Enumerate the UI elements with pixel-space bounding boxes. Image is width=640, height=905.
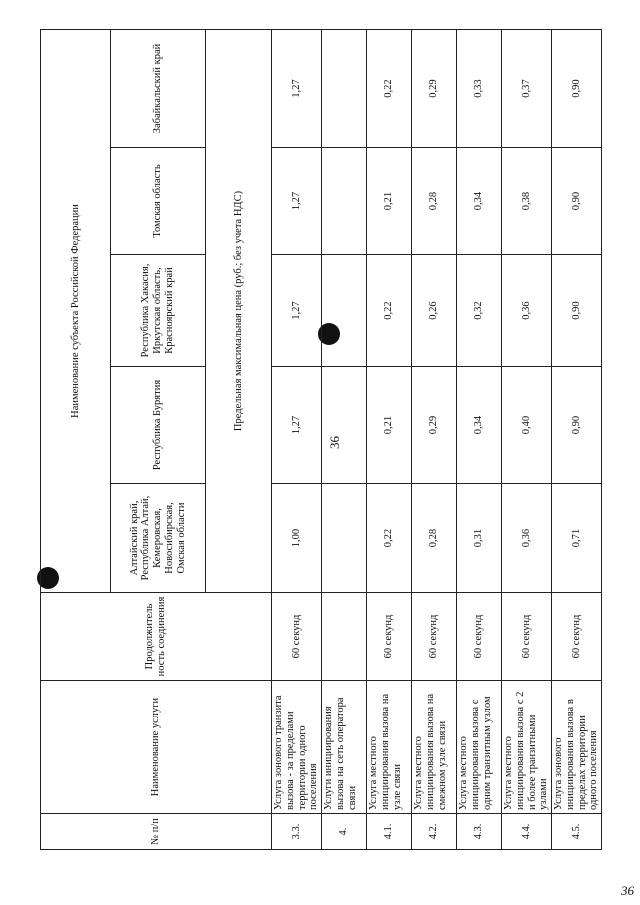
price-cell [322,255,367,367]
col-header-region: Алтайский край, Республика Алтай, Кемеровская, Новосибирская, Омская области [111,484,206,593]
col-header-duration: Продолжитель ность соединения [41,593,272,681]
price-cell: 0,33 [457,30,502,148]
price-cell: 0,29 [412,367,457,484]
duration-cell: 60 секунд [502,593,552,681]
price-cell: 1,27 [272,148,322,255]
page-number: 36 [327,436,342,449]
price-cell: 0,28 [412,148,457,255]
row-number: 4.5. [552,814,602,850]
price-cell: 0,29 [412,30,457,148]
price-cell [322,484,367,593]
table-row [272,30,322,850]
col-header-no: № п/п [41,814,272,850]
price-cell: 0,36 [502,484,552,593]
table-row [322,30,367,850]
table-row [367,30,412,850]
table-row [412,30,457,850]
price-cell: 0,34 [457,367,502,484]
price-cell: 0,40 [502,367,552,484]
duration-cell: 60 секунд [412,593,457,681]
price-cell: 0,90 [552,148,602,255]
price-cell: 0,90 [552,255,602,367]
price-cell: 0,28 [412,484,457,593]
col-header-region: Республика Хакасия, Иркутская область, Красноярский край [111,255,206,367]
price-cell: 1,27 [272,255,322,367]
price-cell: 0,21 [367,148,412,255]
col-header-region: Забайкальский край [111,30,206,148]
table-row [502,30,552,850]
service-name: Услуга зонового инициирования вызова в пределах территории одного поселения [552,681,602,814]
service-name: Услуга местного инициирования вызова с 2 и более транзитными узлами [502,681,552,814]
price-cell: 0,38 [502,148,552,255]
price-cell [322,30,367,148]
price-table [40,29,602,850]
table-row [552,30,602,850]
col-header-price: Предельная максимальная цена (руб.; без учета НДС) [206,30,272,593]
price-cell: 0,36 [502,255,552,367]
duration-cell [322,593,367,681]
col-header-service: Наименование услуги [41,681,272,814]
price-cell: 0,71 [552,484,602,593]
price-cell: 1,27 [272,367,322,484]
price-cell: 0,34 [457,148,502,255]
service-name: Услуга местного инициирования вызова с одним транзитным узлом [457,681,502,814]
service-name: Услуга местного инициирования вызова на узле связи [367,681,412,814]
price-cell [322,367,367,484]
row-number: 4. [322,814,367,850]
col-header-region: Республика Бурятия [111,367,206,484]
service-name: Услуги инициирования вызова на сеть оператора связи [322,681,367,814]
service-name: Услуга зонового транзита вызова - за пределами территории одного поселения [272,681,322,814]
col-header-subject: Наименование субъекта Российской Федерации [41,30,111,593]
row-number: 4.3. [457,814,502,850]
duration-cell: 60 секунд [367,593,412,681]
price-cell: 0,32 [457,255,502,367]
duration-cell: 60 секунд [457,593,502,681]
price-cell [322,148,367,255]
price-cell: 0,22 [367,30,412,148]
price-cell: 0,90 [552,30,602,148]
row-number: 4.2. [412,814,457,850]
duration-cell: 60 секунд [552,593,602,681]
price-cell: 0,21 [367,367,412,484]
price-cell: 0,22 [367,255,412,367]
row-number: 4.4. [502,814,552,850]
col-header-region: Томская область [111,148,206,255]
price-cell: 0,31 [457,484,502,593]
service-name: Услуга местного инициирования вызова на смежном узле связи [412,681,457,814]
rotated-table-container [40,30,600,850]
row-number: 4.1. [367,814,412,850]
price-cell: 0,37 [502,30,552,148]
price-cell: 0,22 [367,484,412,593]
price-cell: 0,90 [552,367,602,484]
duration-cell: 60 секунд [272,593,322,681]
table-row [457,30,502,850]
corner-page-number: 36 [621,883,634,898]
price-cell: 0,26 [412,255,457,367]
row-number: 3.3. [272,814,322,850]
price-cell: 1,27 [272,30,322,148]
price-cell: 1,00 [272,484,322,593]
